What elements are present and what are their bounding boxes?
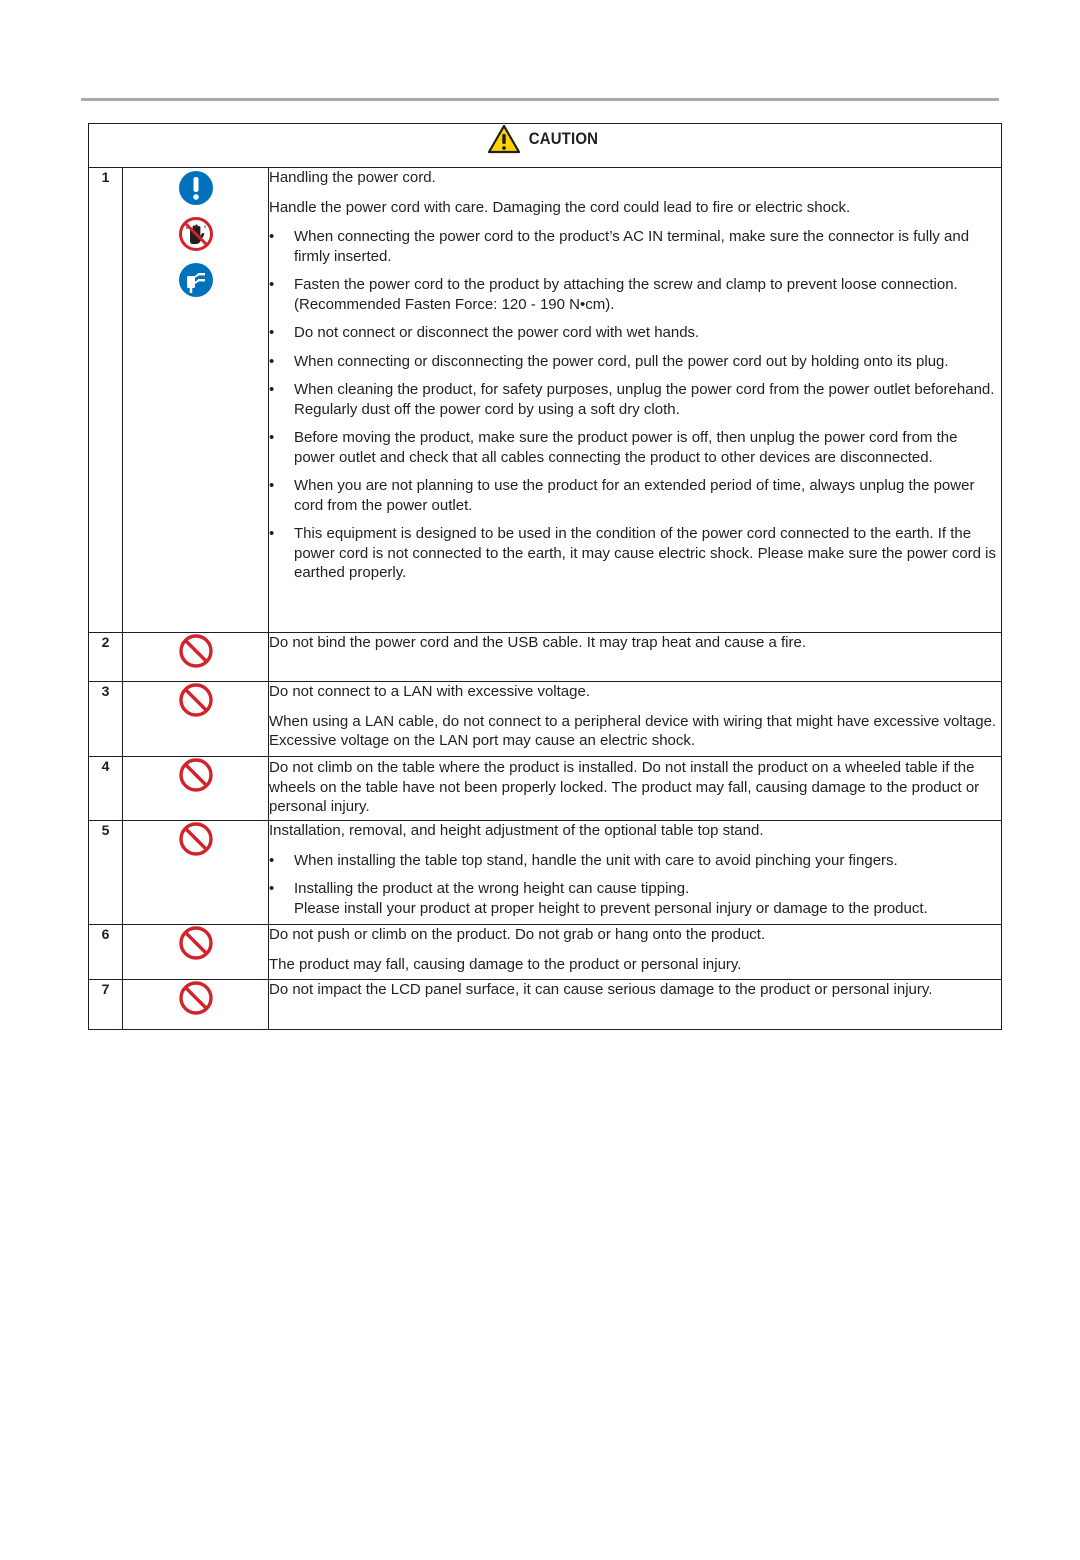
row-content: [269, 682, 1002, 757]
caution-label: CAUTION: [528, 129, 599, 149]
row-icons: [123, 633, 269, 682]
row-heading: Handling the power cord.: [269, 169, 436, 186]
table-row: [89, 821, 1002, 925]
row-icons: [123, 925, 269, 980]
row-content: [269, 757, 1002, 821]
prohibition-icon: [178, 821, 214, 857]
list-item-note: Please install your product at proper height to prevent personal injury or damage to the product.: [294, 899, 928, 917]
row-icons: [123, 757, 269, 821]
row-icons: [123, 168, 269, 633]
row-number: 7: [89, 980, 123, 1030]
row-text: Handle the power cord with care. Damaging the cord could lead to fire or electric shock.: [269, 198, 851, 216]
row-number: 6: [89, 925, 123, 980]
table-row: [89, 980, 1002, 1030]
list-item: • This equipment is designed to be used in the condition of the power cord connected to the earth. If the power cord is not connected to the earth, it may cause electric shock. Please make sure the power cord is earthed properly.: [269, 524, 1001, 583]
row-text: The product may fall, causing damage to the product or personal injury.: [269, 955, 742, 973]
do-not-touch-wet-hands-icon: [178, 216, 214, 252]
caution-header: [89, 124, 1002, 168]
list-item: • When installing the table top stand, handle the unit with care to avoid pinching your fingers.: [269, 851, 1001, 871]
list-item: • Do not connect or disconnect the power cord with wet hands.: [269, 323, 1001, 343]
row-icons: [123, 980, 269, 1030]
table-row: [89, 925, 1002, 980]
prohibition-icon: [178, 682, 214, 718]
row-text: Do not climb on the table where the product is installed. Do not install the product on a wheeled table if the wheels on the table have not been properly locked. The product may fall, causing damage to the product or personal injury.: [269, 759, 980, 815]
row-content: [269, 925, 1002, 980]
table-row: [89, 168, 1002, 633]
row-content: [269, 633, 1002, 682]
list-item: • When you are not planning to use the product for an extended period of time, always unplug the power cord from the power outlet.: [269, 476, 1001, 515]
list-item-text: • Installing the product at the wrong height can cause tipping.: [294, 880, 690, 897]
row-text: Do not bind the power cord and the USB cable. It may trap heat and cause a fire.: [269, 634, 806, 651]
list-item: • When connecting or disconnecting the power cord, pull the power cord out by holding onto its plug.: [269, 352, 1001, 372]
row-icons: [123, 682, 269, 757]
row-number: 1: [89, 168, 123, 633]
unplug-icon: [178, 262, 214, 298]
table-row: [89, 633, 1002, 682]
table-row: [89, 682, 1002, 757]
row-content: [269, 821, 1002, 925]
list-item: • When cleaning the product, for safety purposes, unplug the power cord from the power outlet beforehand. Regularly dust off the power cord by using a soft dry cloth.: [269, 380, 1001, 419]
row-heading: Do not connect to a LAN with excessive voltage.: [269, 683, 591, 700]
bullet-list: [269, 227, 1001, 583]
prohibition-icon: [178, 633, 214, 669]
row-heading: Do not push or climb on the product. Do not grab or hang onto the product.: [269, 926, 766, 943]
bullet-list: [269, 851, 1001, 919]
row-content: [269, 980, 1002, 1030]
row-number: 5: [89, 821, 123, 925]
row-text: When using a LAN cable, do not connect to a peripheral device with wiring that might have excessive voltage. Excessive voltage on the LAN port may cause an electric shock.: [269, 712, 997, 749]
list-item: • Fasten the power cord to the product by attaching the screw and clamp to prevent loose connection. (Recommended Fasten Force: 120 - 190 N•cm).: [269, 275, 1001, 314]
row-number: 2: [89, 633, 123, 682]
list-item: [269, 879, 1001, 918]
row-icons: [123, 821, 269, 925]
row-heading: Installation, removal, and height adjustment of the optional table top stand.: [269, 822, 764, 839]
warning-triangle-icon: [487, 124, 521, 154]
table-row: [89, 757, 1002, 821]
mandatory-action-icon: [178, 170, 214, 206]
top-rule: [81, 98, 999, 101]
row-content: [269, 168, 1002, 633]
row-text: Do not impact the LCD panel surface, it can cause serious damage to the product or personal injury.: [269, 981, 933, 998]
row-number: 3: [89, 682, 123, 757]
prohibition-icon: [178, 980, 214, 1016]
caution-table: [88, 123, 1002, 1030]
list-item: • Before moving the product, make sure the product power is off, then unplug the power cord from the power outlet and check that all cables connecting the product to other devices are disconnected.: [269, 428, 1001, 467]
prohibition-icon: [178, 757, 214, 793]
list-item: • When connecting the power cord to the product’s AC IN terminal, make sure the connector is fully and firmly inserted.: [269, 227, 1001, 266]
row-number: 4: [89, 757, 123, 821]
prohibition-icon: [178, 925, 214, 961]
